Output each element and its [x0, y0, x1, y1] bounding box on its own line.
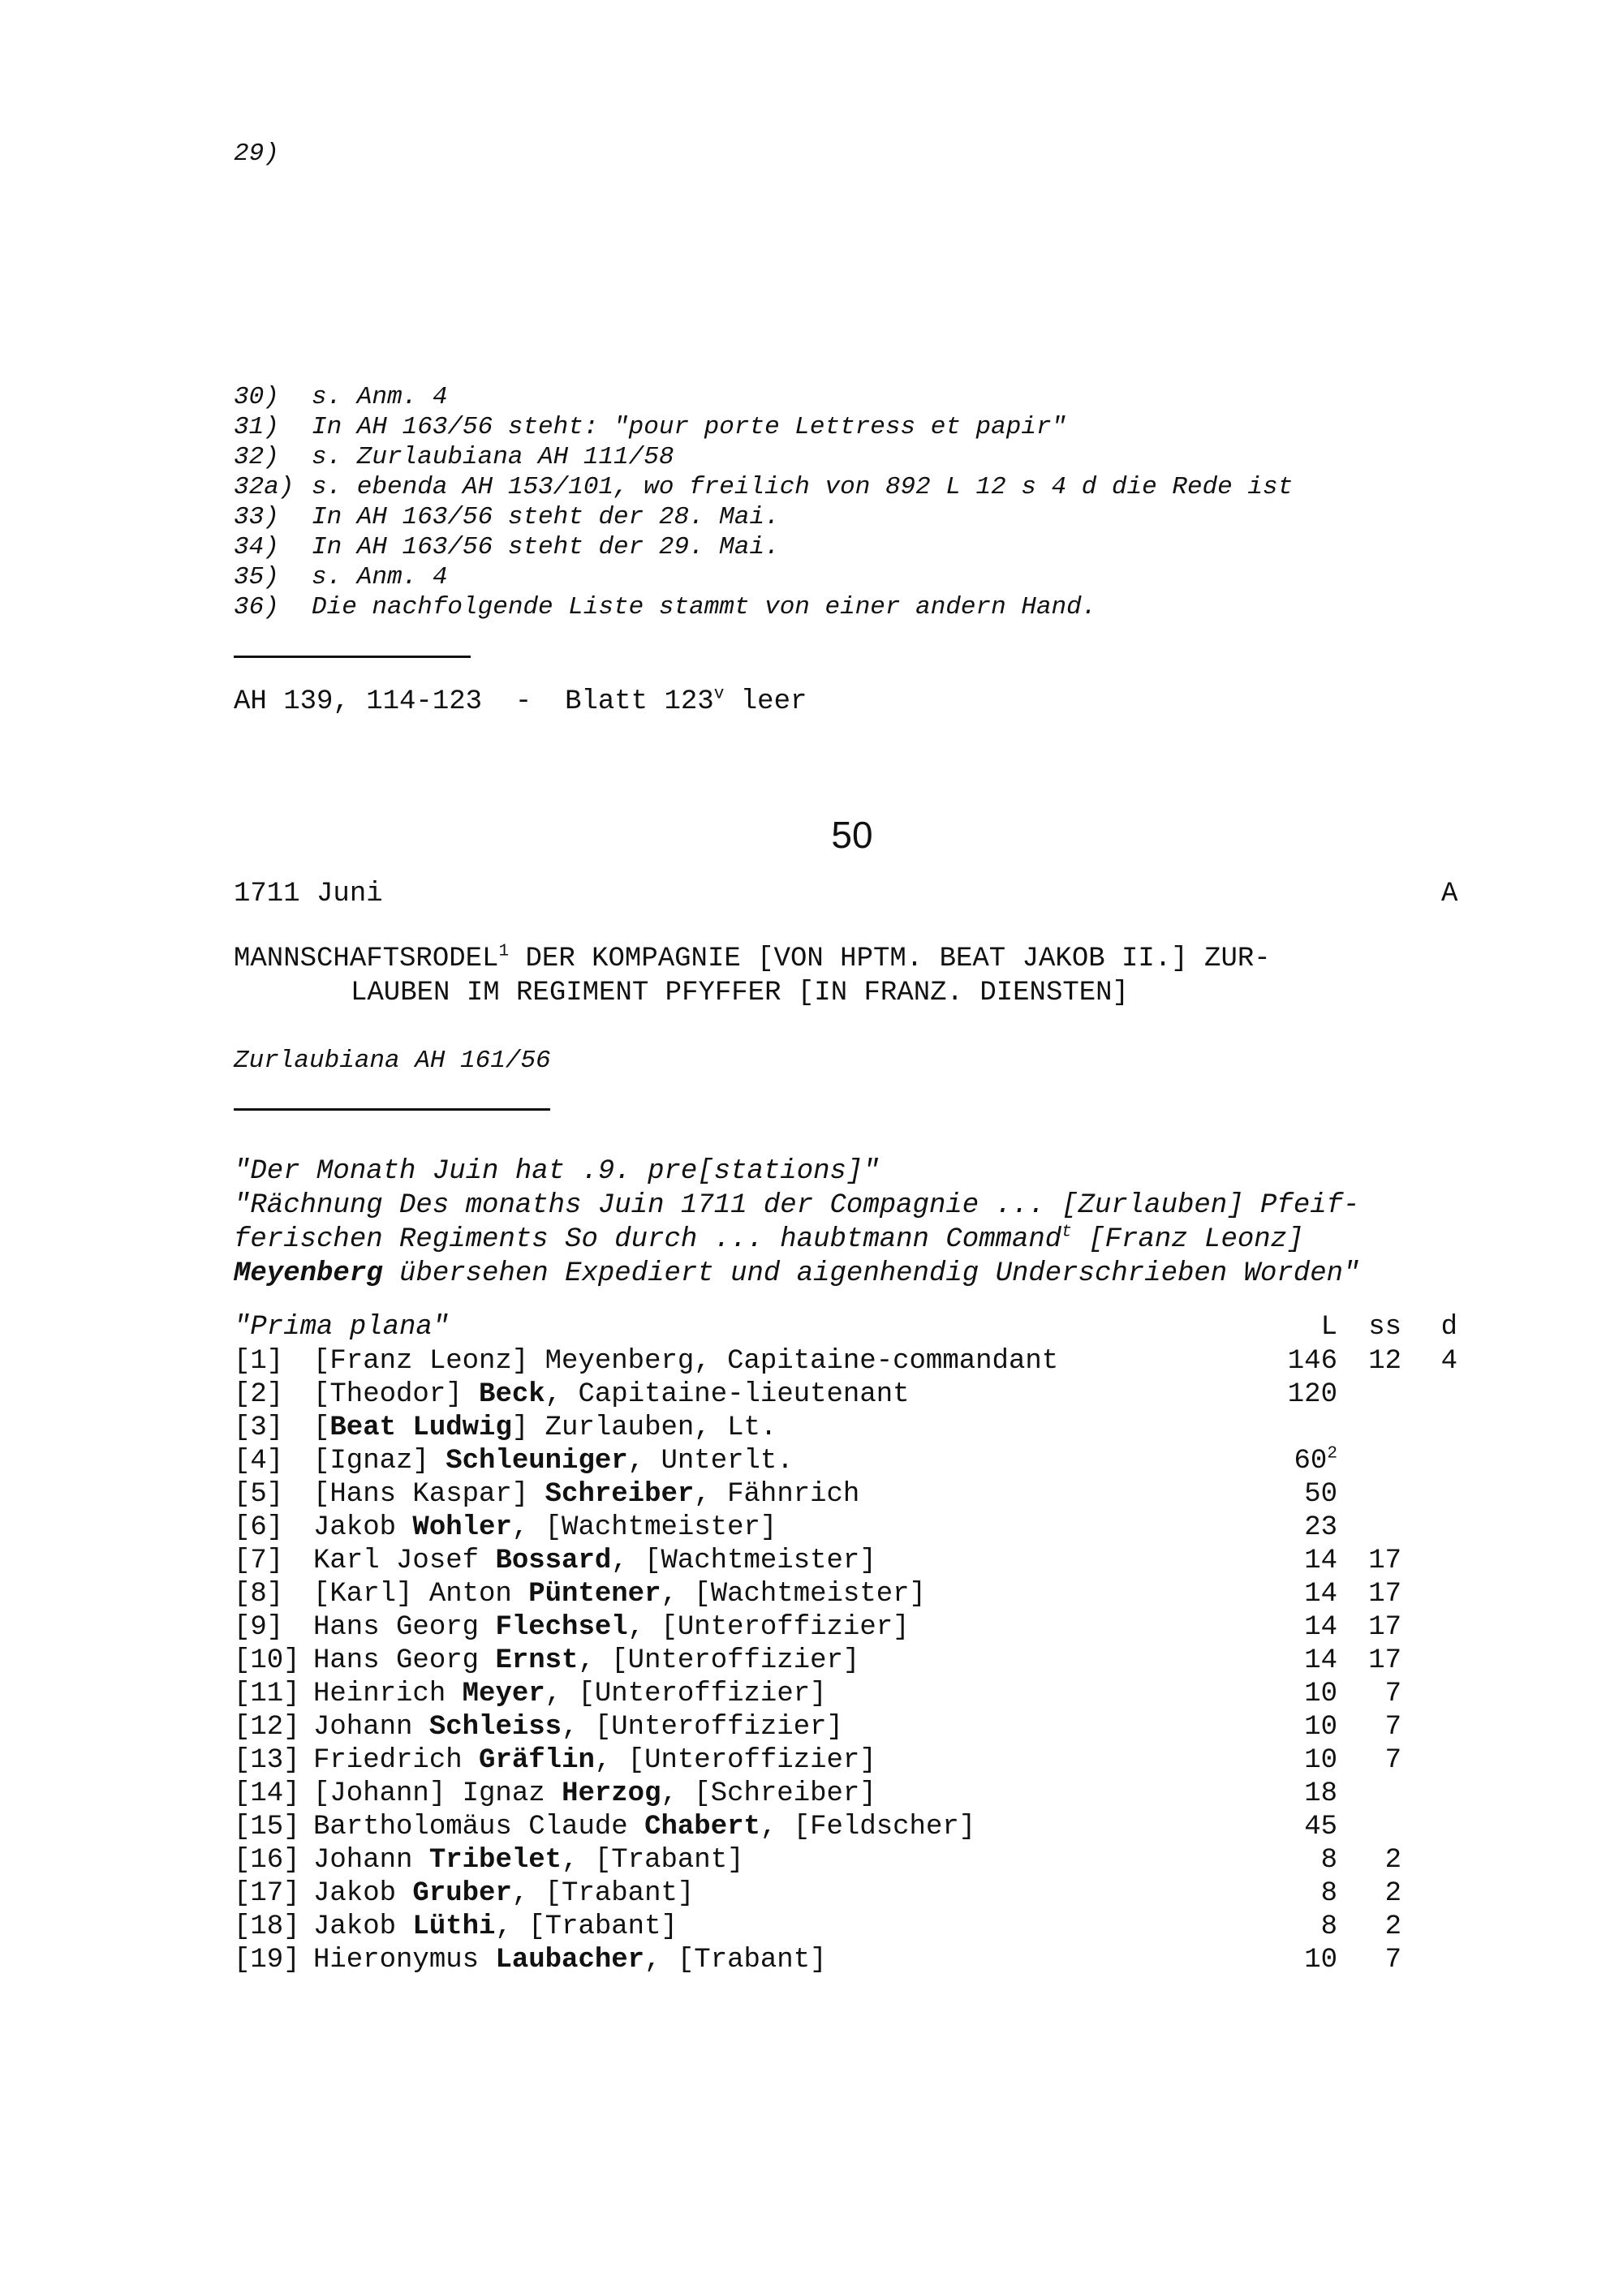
amount-livres: 120 — [1287, 1379, 1337, 1410]
person-role: , [Feldscher] — [760, 1812, 976, 1842]
amount-livres: 10 — [1304, 1745, 1337, 1776]
amount-livres: 14 — [1304, 1645, 1337, 1676]
person-role: , [Unteroffizier] — [562, 1712, 843, 1743]
person-text: [Johann] Ignaz — [313, 1778, 562, 1809]
person-entry — [313, 1645, 859, 1676]
person-role: , [Unteroffizier] — [578, 1645, 860, 1676]
person-role: , [Wachtmeister] — [511, 1512, 777, 1543]
amount-livres: 50 — [1304, 1479, 1337, 1510]
row-number: [19] — [234, 1945, 300, 1976]
row-number: [11] — [234, 1679, 300, 1709]
row-number: [4] — [234, 1446, 284, 1477]
table-row — [234, 1845, 1451, 1877]
row-number: [8] — [234, 1579, 284, 1610]
table-row — [234, 1546, 1451, 1578]
person-role: , [Wachtmeister] — [661, 1579, 926, 1610]
row-number: [13] — [234, 1745, 300, 1776]
amount-livres: 146 — [1287, 1346, 1337, 1377]
source-line-suffix: leer — [724, 686, 807, 717]
row-number: [2] — [234, 1379, 284, 1410]
person-text: [Theodor] — [313, 1379, 480, 1410]
footnote-text: s. Anm. 4 — [312, 563, 448, 591]
quote-text: [Franz Leonz] — [1071, 1224, 1304, 1255]
person-role: , [Trabant] — [644, 1945, 827, 1976]
page-marker: 29) — [234, 140, 279, 168]
footnote-number: 36) — [234, 593, 279, 621]
person-surname: Laubacher — [495, 1945, 645, 1976]
footnote-text: In AH 163/56 steht der 29. Mai. — [312, 533, 780, 561]
table-row — [234, 1945, 1451, 1977]
quote-text: ferischen Regiments So durch ... haubtmann Command — [234, 1224, 1062, 1255]
amount-sols: 7 — [1384, 1945, 1401, 1976]
table-row — [234, 1911, 1451, 1944]
footnote-text: In AH 163/56 steht der 28. Mai. — [312, 503, 780, 531]
amount-sols: 12 — [1368, 1346, 1401, 1377]
row-number: [7] — [234, 1546, 284, 1576]
table-row — [234, 1878, 1451, 1911]
person-surname: Schleuniger — [446, 1446, 628, 1477]
quote-line: "Der Monath Juin hat .9. pre[stations]" — [234, 1156, 880, 1187]
person-role: , [Unteroffizier] — [545, 1679, 827, 1709]
column-header-deniers: d — [1440, 1312, 1457, 1343]
person-text: Heinrich — [313, 1679, 463, 1709]
person-entry — [313, 1446, 794, 1477]
row-number: [6] — [234, 1512, 284, 1543]
amount-livres: 14 — [1304, 1579, 1337, 1610]
title-text: MANNSCHAFTSRODEL — [234, 944, 499, 974]
amount-sols: 17 — [1368, 1579, 1401, 1610]
person-text: Bartholomäus Claude — [313, 1812, 645, 1842]
person-role: , [Schreiber] — [661, 1778, 876, 1809]
column-header-livres: L — [1320, 1312, 1337, 1343]
document-title-line-1 — [234, 941, 1271, 974]
person-entry — [313, 1911, 678, 1942]
person-surname: Beat Ludwig — [329, 1412, 512, 1443]
person-entry — [313, 1346, 1058, 1377]
person-role: , Capitaine-lieutenant — [545, 1379, 910, 1410]
footnote-number: 30) — [234, 383, 279, 411]
person-entry — [313, 1512, 777, 1543]
person-surname: Beck — [479, 1379, 545, 1410]
table-row — [234, 1512, 1451, 1545]
footnote-number: 33) — [234, 503, 279, 531]
person-text: [Ignaz] — [313, 1446, 446, 1477]
amount-sols: 7 — [1384, 1712, 1401, 1743]
person-entry — [313, 1778, 876, 1809]
person-entry — [313, 1412, 777, 1443]
document-letter: A — [1441, 879, 1458, 909]
person-text: Hans Georg — [313, 1645, 496, 1676]
footnote-text: Die nachfolgende Liste stammt von einer andern Hand. — [312, 593, 1097, 621]
row-number: [15] — [234, 1812, 300, 1842]
table-row — [234, 1612, 1451, 1645]
amount-livres: 8 — [1320, 1911, 1337, 1942]
footnote — [234, 593, 1096, 621]
table-row — [234, 1778, 1451, 1811]
footnote-text: s. Zurlaubiana AH 111/58 — [312, 443, 674, 471]
amount-sols: 7 — [1384, 1679, 1401, 1709]
table-header — [234, 1312, 1457, 1344]
source-line-prefix: AH 139, 114-123 - Blatt 123 — [234, 686, 714, 717]
person-surname: Wohler — [412, 1512, 512, 1543]
footnote-number: 31) — [234, 413, 279, 441]
amount-livres: 10 — [1304, 1945, 1337, 1976]
person-surname: Schreiber — [545, 1479, 695, 1510]
person-surname: Flechsel — [495, 1612, 628, 1643]
amount-livres: $60^2$ — [1294, 1443, 1337, 1477]
footnote-number: 34) — [234, 533, 279, 561]
person-surname: Bossard — [495, 1546, 612, 1576]
person-surname: Meyer — [462, 1679, 545, 1709]
amount-sols: 2 — [1384, 1911, 1401, 1942]
footnote — [234, 383, 447, 411]
quote-text: übersehen Expediert und aigenhendig Underschrieben Worden" — [382, 1258, 1360, 1289]
column-header-sols: ss — [1368, 1312, 1401, 1343]
source-line-superscript: v — [713, 684, 725, 704]
row-number: [12] — [234, 1712, 300, 1743]
row-number: [9] — [234, 1612, 284, 1643]
person-entry — [313, 1845, 744, 1876]
person-text: [ — [313, 1412, 330, 1443]
row-number: [17] — [234, 1878, 300, 1909]
amount-sols: 17 — [1368, 1612, 1401, 1643]
amount-livres: 18 — [1304, 1778, 1337, 1809]
person-role: , [Wachtmeister] — [611, 1546, 876, 1576]
document-number: 50 — [831, 814, 873, 856]
person-surname: Ernst — [495, 1645, 579, 1676]
table-row — [234, 1579, 1451, 1611]
source-line — [234, 686, 807, 717]
table-row — [234, 1645, 1451, 1678]
person-entry — [313, 1945, 827, 1976]
quote-superscript: t — [1061, 1222, 1072, 1242]
person-surname: Lüthi — [412, 1911, 496, 1942]
person-text: Jakob — [313, 1878, 413, 1909]
document-title-line-2: LAUBEN IM REGIMENT PFYFFER [IN FRANZ. DIENSTEN] — [351, 978, 1129, 1008]
table-label: "Prima plana" — [234, 1312, 450, 1343]
person-entry — [313, 1612, 910, 1643]
person-role: , [Unteroffizier] — [594, 1745, 876, 1776]
person-surname: Gräflin — [479, 1745, 595, 1776]
person-surname: Schleiss — [428, 1712, 562, 1743]
amount-livres: 8 — [1320, 1845, 1337, 1876]
title-text: DER KOMPAGNIE [VON HPTM. BEAT JAKOB II.] ZUR- — [509, 944, 1271, 974]
person-entry — [313, 1546, 876, 1576]
document-date: 1711 Juni — [234, 879, 383, 909]
person-surname: Püntener — [528, 1579, 661, 1610]
person-role: , Unterlt. — [627, 1446, 794, 1477]
footnote — [234, 563, 447, 591]
person-role: ] Zurlauben, Lt. — [511, 1412, 777, 1443]
person-text: Hieronymus — [313, 1945, 496, 1976]
footnote-text: s. Anm. 4 — [312, 383, 448, 411]
footnote — [234, 533, 780, 561]
table-row — [234, 1812, 1451, 1844]
amount-sols: 17 — [1368, 1645, 1401, 1676]
footnote-text: s. ebenda AH 153/101, wo freilich von 892 L 12 s 4 d die Rede ist — [312, 473, 1294, 501]
person-text: Hans Georg — [313, 1612, 496, 1643]
table-row — [234, 1679, 1451, 1711]
person-text: Friedrich — [313, 1745, 480, 1776]
amount-sols: 17 — [1368, 1546, 1401, 1576]
table-row — [234, 1412, 1451, 1445]
title-footnote-ref: 1 — [498, 941, 510, 961]
amount-livres: 14 — [1304, 1546, 1337, 1576]
person-entry — [313, 1479, 859, 1510]
amount-footnote-ref: 2 — [1327, 1443, 1337, 1464]
row-number: [18] — [234, 1911, 300, 1942]
quote-line — [234, 1258, 1359, 1289]
person-text: Karl Josef — [313, 1546, 496, 1576]
person-text: Johann — [313, 1845, 429, 1876]
person-entry — [313, 1745, 876, 1776]
person-surname: Herzog — [562, 1778, 661, 1809]
table-row — [234, 1443, 1451, 1478]
row-number: [10] — [234, 1645, 300, 1676]
person-text: Jakob — [313, 1512, 413, 1543]
person-role: , [Trabant] — [495, 1911, 678, 1942]
table-row — [234, 1745, 1451, 1778]
archive-reference: Zurlaubiana AH 161/56 — [234, 1047, 551, 1075]
person-text: [Franz Leonz] Meyenberg, Capitaine-commandant — [313, 1346, 1059, 1377]
person-role: , [Trabant] — [511, 1878, 695, 1909]
amount-livres: 10 — [1304, 1712, 1337, 1743]
table-row — [234, 1346, 1457, 1378]
person-surname: Gruber — [412, 1878, 512, 1909]
footnote-number: 32a) — [234, 473, 295, 501]
quote-line — [234, 1224, 1303, 1255]
footnote-number: 35) — [234, 563, 279, 591]
amount-livres: 14 — [1304, 1612, 1337, 1643]
person-entry — [313, 1878, 694, 1909]
person-role: , [Unteroffizier] — [627, 1612, 910, 1643]
amount-livres: 45 — [1304, 1812, 1337, 1842]
footnote — [234, 443, 674, 471]
amount-livres: 23 — [1304, 1512, 1337, 1543]
row-number: [3] — [234, 1412, 284, 1443]
person-entry — [313, 1712, 843, 1743]
section-divider — [234, 1108, 550, 1111]
quote-name-bold: Meyenberg — [234, 1258, 383, 1289]
row-number: [5] — [234, 1479, 284, 1510]
person-role: , Fähnrich — [694, 1479, 860, 1510]
footnote-text: In AH 163/56 steht: "pour porte Lettress et papir" — [312, 413, 1067, 441]
row-number: [14] — [234, 1778, 300, 1809]
person-text: Johann — [313, 1712, 429, 1743]
row-number: [1] — [234, 1346, 284, 1377]
person-entry — [313, 1579, 926, 1610]
amount-sols: 2 — [1384, 1845, 1401, 1876]
person-entry — [313, 1679, 827, 1709]
footnote — [234, 503, 780, 531]
amount-livres: 10 — [1304, 1679, 1337, 1709]
table-row — [234, 1712, 1451, 1744]
table-row — [234, 1479, 1451, 1511]
footnote-divider — [234, 656, 471, 658]
amount-sols: 2 — [1384, 1878, 1401, 1909]
person-surname: Chabert — [644, 1812, 760, 1842]
person-text: Jakob — [313, 1911, 413, 1942]
person-text: [Hans Kaspar] — [313, 1479, 545, 1510]
footnote — [234, 413, 1066, 441]
person-role: , [Trabant] — [562, 1845, 744, 1876]
footnote — [234, 473, 1293, 501]
amount-sols: 7 — [1384, 1745, 1401, 1776]
footnote-number: 32) — [234, 443, 279, 471]
person-text: [Karl] Anton — [313, 1579, 529, 1610]
person-surname: Tribelet — [428, 1845, 562, 1876]
person-entry — [313, 1812, 975, 1842]
amount-deniers: 4 — [1440, 1346, 1457, 1377]
table-row — [234, 1379, 1451, 1412]
row-number: [16] — [234, 1845, 300, 1876]
person-entry — [313, 1379, 910, 1410]
amount-livres: 8 — [1320, 1878, 1337, 1909]
quote-line: "Rächnung Des monaths Juin 1711 der Compagnie ... [Zurlauben] Pfeif- — [234, 1190, 1360, 1221]
